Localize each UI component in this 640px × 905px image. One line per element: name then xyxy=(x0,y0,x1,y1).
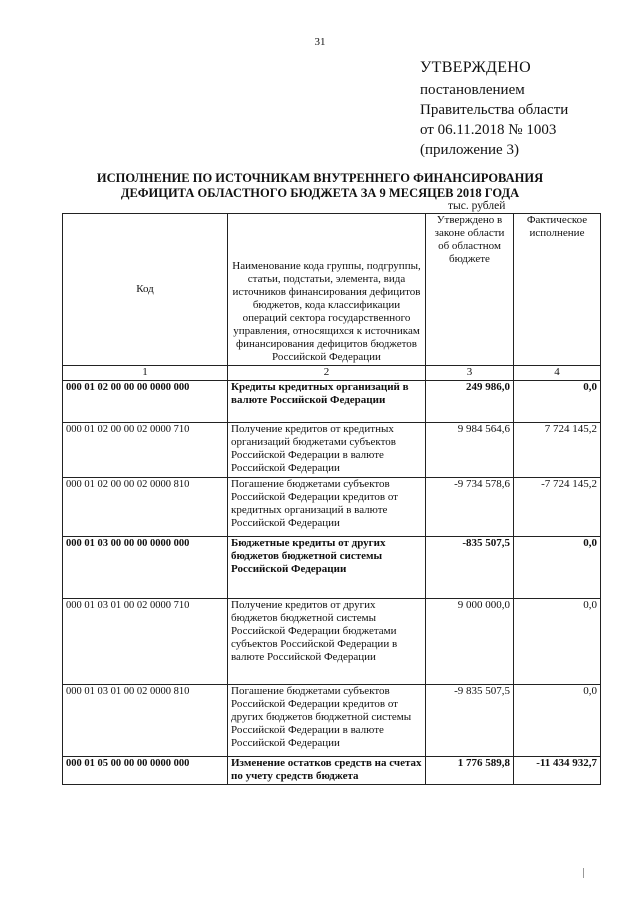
column-number: 1 xyxy=(63,366,228,381)
approval-line-1: постановлением xyxy=(420,82,525,98)
row-name: Кредиты кредитных организаций в валюте Российской Федерации xyxy=(228,381,426,423)
row-code: 000 01 03 00 00 00 0000 000 xyxy=(63,537,228,599)
row-approved: -9 835 507,5 xyxy=(426,685,514,757)
row-code: 000 01 02 00 00 00 0000 000 xyxy=(63,381,228,423)
row-code: 000 01 05 00 00 00 0000 000 xyxy=(63,757,228,785)
column-number: 4 xyxy=(514,366,601,381)
column-number-row xyxy=(63,366,601,381)
table-row xyxy=(63,381,601,423)
header-actual: Фактическое исполнение xyxy=(514,214,601,366)
margin-mark xyxy=(583,868,584,878)
row-name: Бюджетные кредиты от других бюджетов бюджетной системы Российской Федерации xyxy=(228,537,426,599)
row-approved: -9 734 578,6 xyxy=(426,478,514,537)
table-row xyxy=(63,757,601,785)
row-code: 000 01 03 01 00 02 0000 810 xyxy=(63,685,228,757)
table-row xyxy=(63,423,601,478)
row-actual: -11 434 932,7 xyxy=(514,757,601,785)
approval-line-2: Правительства области xyxy=(420,102,569,118)
units-label: тыс. рублей xyxy=(448,200,506,212)
row-code: 000 01 02 00 00 02 0000 710 xyxy=(63,423,228,478)
document-title-line-1: ИСПОЛНЕНИЕ ПО ИСТОЧНИКАМ ВНУТРЕННЕГО ФИНАНСИРОВАНИЯ xyxy=(96,171,544,185)
approval-line-4: (приложение 3) xyxy=(420,142,519,158)
table-header-row xyxy=(63,214,601,366)
table-row xyxy=(63,478,601,537)
column-number: 3 xyxy=(426,366,514,381)
row-code: 000 01 03 01 00 02 0000 710 xyxy=(63,599,228,685)
row-code: 000 01 02 00 00 02 0000 810 xyxy=(63,478,228,537)
financing-table xyxy=(62,213,601,785)
page-number: 31 xyxy=(314,36,326,48)
row-name: Изменение остатков средств на счетах по учету средств бюджета xyxy=(228,757,426,785)
table-row xyxy=(63,599,601,685)
row-name: Погашение бюджетами субъектов Российской Федерации кредитов от других бюджетов бюджетной системы Российской Федерации в валюте Российской Федерации xyxy=(228,685,426,757)
row-approved: -835 507,5 xyxy=(426,537,514,599)
row-approved: 1 776 589,8 xyxy=(426,757,514,785)
row-actual: 0,0 xyxy=(514,685,601,757)
row-actual: 7 724 145,2 xyxy=(514,423,601,478)
row-name: Получение кредитов от кредитных организаций бюджетами субъектов Российской Федерации в валюте Российской Федерации xyxy=(228,423,426,478)
approval-line-3: от 06.11.2018 № 1003 xyxy=(420,122,557,138)
approval-title: УТВЕРЖДЕНО xyxy=(420,59,532,76)
approval-stamp xyxy=(420,58,635,160)
row-name: Погашение бюджетами субъектов Российской Федерации кредитов от кредитных организаций в валюте Российской Федерации xyxy=(228,478,426,537)
document-title xyxy=(60,171,580,201)
document-title-line-2: ДЕФИЦИТА ОБЛАСТНОГО БЮДЖЕТА ЗА 9 МЕСЯЦЕВ 2018 ГОДА xyxy=(120,186,520,200)
row-actual: 0,0 xyxy=(514,537,601,599)
header-approved: Утверждено в законе области об областном бюджете xyxy=(426,214,514,366)
row-approved: 9 984 564,6 xyxy=(426,423,514,478)
row-actual: 0,0 xyxy=(514,381,601,423)
row-actual: 0,0 xyxy=(514,599,601,685)
row-approved: 9 000 000,0 xyxy=(426,599,514,685)
row-actual: -7 724 145,2 xyxy=(514,478,601,537)
header-code: Код xyxy=(63,214,228,366)
row-approved: 249 986,0 xyxy=(426,381,514,423)
row-name: Получение кредитов от других бюджетов бюджетной системы Российской Федерации бюджетами субъектов Российской Федерации в валюте Российской Федерации xyxy=(228,599,426,685)
header-name: Наименование кода группы, подгруппы, статьи, подстатьи, элемента, вида источников финансирования дефицитов бюджетов, кода классификации операций сектора государственного управления, относящихся к источникам финансирования дефицитов бюджетов Российской Федерации xyxy=(228,214,426,366)
table-row xyxy=(63,537,601,599)
table-row xyxy=(63,685,601,757)
column-number: 2 xyxy=(228,366,426,381)
